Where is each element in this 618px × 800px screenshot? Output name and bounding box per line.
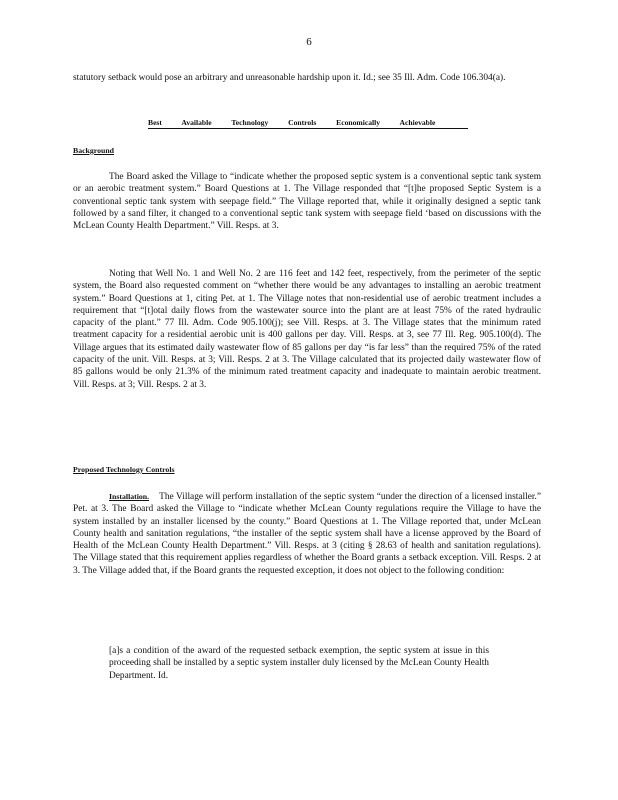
background-paragraph-2: Noting that Well No. 1 and Well No. 2 are 116 feet and 142 feet, respectively, from the perimeter of the septic system, the Board also requested comment on “whether there would be any advantages to installing an aerobic treatment system.” Board Questions at 1, citing Pet. at 1. The Village notes that non-residential use of aerobic treatment includes a requirement that “[t]otal daily flows from the wastewater source into the plant are at least 75% of the rated hydraulic capacity of the plant.” 77 Ill. Adm. Code 905.100(j); see Vill. Resps. at 3. The Village states that the minimum rated treatment capacity for a residential aerobic unit is 400 gallons per day. Vill. Resps. at 3, see 77 Ill. Reg. 905.100(d). The Village argues that its estimated daily wastewater flow of 85 gallons per day “is far less” than the required 75% of the rated capacity of the unit. Vill. Resps. at 3; Vill. Resps. 2 at 3. The Village calculated that its projected daily wastewater flow of 85 gallons would be only 21.3% of the minimum rated treatment capacity and inadequate to maintain aerobic treatment. Vill. Resps. at 3; Vill. Resps. 2 at 3. xyxy=(73,269,541,390)
installation-paragraph xyxy=(73,491,541,577)
block-quote: [a]s a condition of the award of the requested setback exemption, the septic system at issue in this proceeding shall be installed by a septic system installer duly licensed by the McLean County Health Department. Id. xyxy=(109,646,489,681)
intro-paragraph: statutory setback would pose an arbitrary and unreasonable hardship upon it. Id.; see 35 Ill. Adm. Code 106.304(a). xyxy=(73,73,506,83)
proposed-controls-heading: Proposed Technology Controls xyxy=(73,465,175,474)
installation-runin-heading: Installation. xyxy=(109,492,150,501)
installation-text: The Village will perform installation of the septic system “under the direction of a licensed installer.” Pet. at 3. The Board asked the Village to “indicate whether McLean County regulations require the Village to have the system installed by an installer licensed by the county.” Board Questions at 1. The Village reported that, under McLean County health and sanitation regulations, “the installer of the septic system shall have a license approved by the Board of Health of the McLean County Health Department.” Vill. Resps. at 3 (citing § 28.63 of health and sanitation regulations). The Village stated that this requirement applies regardless of whether the Board grants a setback exception. Vill. Resps. 2 at 3. The Village added that, if the Board grants the requested exception, it does not object to the following condition: xyxy=(73,492,541,576)
batc-heading: Best Available Technology Controls Economically Achievable xyxy=(148,118,468,129)
background-heading: Background xyxy=(73,146,115,155)
page-number: 6 xyxy=(306,36,312,48)
background-paragraph-1: The Board asked the Village to “indicate whether the proposed septic system is a conventional septic tank system or an aerobic treatment system.” Board Questions at 1. The Village responded that “[t]he proposed Septic System is a conventional septic tank system with seepage field.” The Village reported that, while it originally designed a septic tank followed by a sand filter, it changed to a conventional septic tank system with seepage field ‘based on discussions with the McLean County Health Department.” Vill. Resps. at 3. xyxy=(73,172,541,232)
